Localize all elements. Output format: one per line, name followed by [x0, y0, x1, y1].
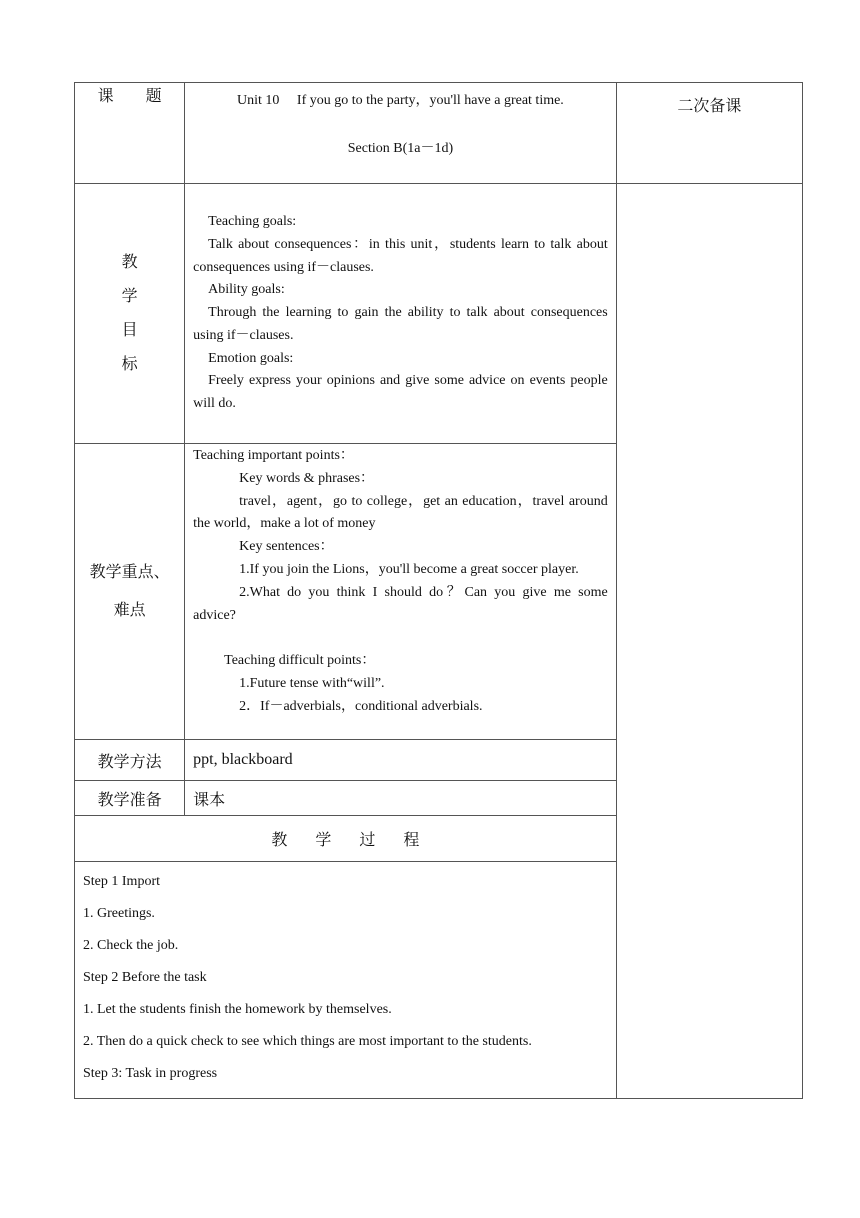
- goals-line: Ability goals:: [208, 282, 285, 298]
- step-line: Step 2 Before the task: [83, 970, 207, 985]
- key-points-label: 教学重点、 难点: [75, 444, 185, 740]
- unit-title: Unit 10 If you go to the party，you'll have a great time.: [237, 93, 564, 108]
- topic-row: [75, 83, 803, 184]
- goals-label-char: 目: [121, 321, 138, 339]
- topic-content: [185, 83, 617, 184]
- goals-line: Talk about consequences：in this unit，students learn to talk about consequences using if－clauses.: [193, 236, 608, 275]
- goals-line: Teaching goals:: [208, 213, 297, 229]
- step-line: 1. Greetings.: [83, 906, 155, 921]
- prep-value: 课本: [185, 781, 617, 816]
- secondary-prep-header: 二次备课: [616, 83, 802, 184]
- topic-label: 课 题: [75, 83, 185, 184]
- process-steps: [75, 862, 617, 1099]
- difficult-point: 1.Future tense with“will”.: [239, 675, 385, 691]
- goals-line: Emotion goals:: [208, 350, 294, 366]
- step-line: Step 3: Task in progress: [83, 1066, 218, 1081]
- key-sentence: 2.What do you think I should do？Can you give me some advice?: [193, 584, 608, 623]
- goals-label-char: 教: [121, 253, 138, 271]
- step-line: Step 1 Import: [83, 874, 160, 889]
- goals-label: [75, 184, 185, 444]
- key-sentences-title: Key sentences：: [239, 539, 334, 555]
- prep-label: 教学准备: [75, 781, 185, 816]
- goals-line: Freely express your opinions and give some advice on events people will do.: [193, 373, 608, 412]
- section-title: Section B(1a－1d): [347, 141, 454, 156]
- key-sentence: 1.If you join the Lions，you'll become a great soccer player.: [239, 561, 579, 577]
- key-words-title: Key words & phrases：: [239, 470, 375, 486]
- secondary-prep-column: [616, 184, 802, 1099]
- difficult-points-title: Teaching difficult points：: [224, 653, 376, 669]
- goals-row: [75, 184, 803, 444]
- key-words: travel，agent，go to college，get an education，travel around the world，make a lot of money: [193, 493, 608, 532]
- method-label: 教学方法: [75, 740, 185, 781]
- step-line: 2. Check the job.: [83, 938, 179, 953]
- goals-label-char: 标: [121, 355, 138, 373]
- key-points-content: [185, 444, 617, 740]
- step-line: 1. Let the students finish the homework by themselves.: [83, 1002, 392, 1017]
- important-points-title: Teaching important points：: [193, 448, 354, 463]
- goals-content: [185, 184, 617, 444]
- method-value: ppt, blackboard: [185, 740, 617, 781]
- step-line: 2. Then do a quick check to see which things are most important to the students.: [83, 1034, 532, 1049]
- difficult-point: 2．If－adverbials，conditional adverbials.: [239, 698, 483, 714]
- spacer: [193, 627, 608, 650]
- goals-label-char: 学: [121, 287, 138, 305]
- process-title: 教 学 过 程: [75, 816, 617, 862]
- goals-line: Through the learning to gain the ability to talk about consequences using if－clauses.: [193, 305, 608, 343]
- lesson-plan-table: [74, 82, 803, 1099]
